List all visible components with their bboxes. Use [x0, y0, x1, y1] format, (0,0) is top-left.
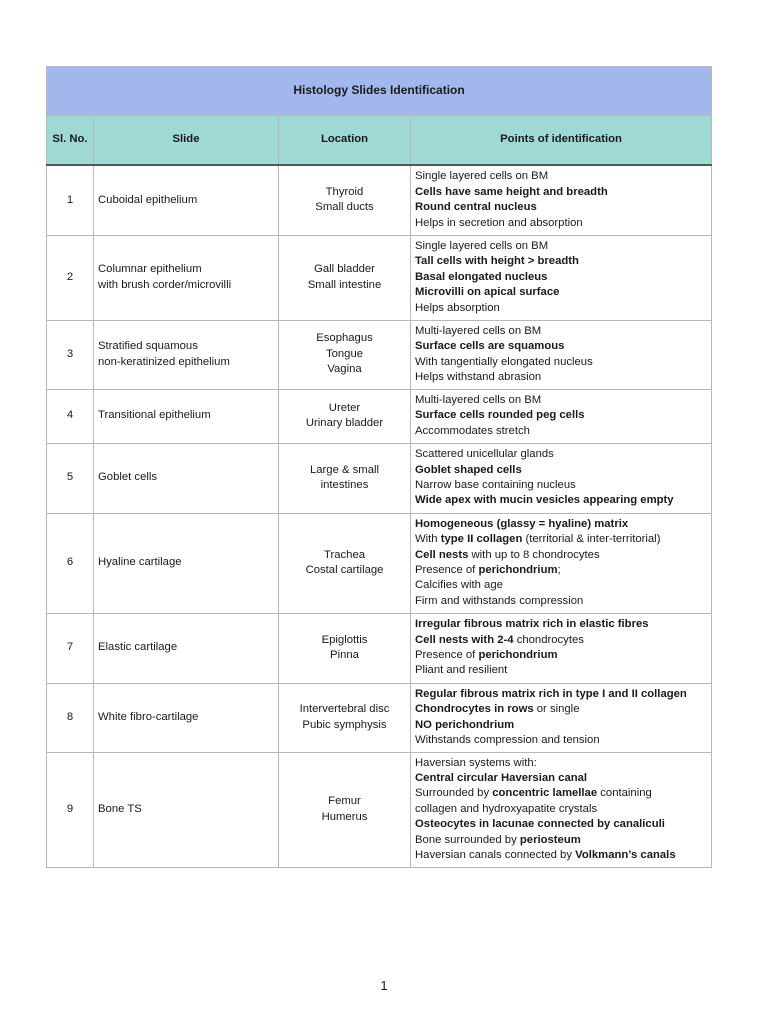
location-line: Thyroid [325, 185, 364, 198]
point-text-bold: concentric lamellae [492, 787, 598, 800]
row-number: 5 [47, 443, 94, 513]
point-line [415, 478, 707, 493]
point-line [415, 718, 707, 733]
point-text: Bone surrounded by [415, 833, 520, 846]
location-line: Large & small [309, 463, 380, 476]
point-text-bold: Cells have same height and breadth [415, 185, 608, 198]
point-text: ; [557, 564, 561, 576]
point-line [415, 408, 707, 423]
point-text-bold: Central circular Haversian canal [415, 771, 588, 784]
point-text: Multi-layered cells on BM [415, 324, 542, 337]
point-line [415, 594, 707, 609]
location-line: Gall bladder [314, 263, 375, 276]
point-text-bold: Volkmann’s canals [575, 849, 676, 862]
point-line [415, 393, 707, 408]
point-line [415, 285, 707, 300]
row-number: 3 [47, 320, 94, 389]
point-text: Presence of [415, 564, 479, 576]
header-row [47, 116, 712, 166]
identification-points [411, 513, 712, 613]
point-line [415, 702, 707, 717]
point-text-bold: Wide apex with mucin vesicles appearing empty [415, 494, 674, 507]
slide-name-line: Transitional epithelium [98, 409, 211, 422]
table-row [47, 320, 712, 389]
slide-name-line: Bone TS [98, 802, 142, 815]
slide-name-line: Columnar epithelium [98, 263, 202, 276]
point-line [415, 239, 707, 254]
point-text: Firm and withstands compression [415, 594, 584, 607]
point-line [415, 254, 707, 269]
point-text: Accommodates stretch [415, 424, 530, 437]
slide-name-line: Cuboidal epithelium [98, 193, 198, 206]
page-number: 1 [380, 978, 388, 993]
point-text: Helps absorption [415, 301, 500, 314]
point-line [415, 370, 707, 385]
table-row [47, 443, 712, 513]
location-line: Epiglottis [321, 633, 368, 646]
point-text: Single layered cells on BM [415, 239, 549, 252]
location-line: Esophagus [316, 332, 373, 345]
slide-name-line: Stratified squamous [98, 340, 198, 353]
location [279, 613, 411, 683]
point-text: Presence of [415, 649, 479, 661]
table-row [47, 513, 712, 613]
point-text-bold: perichondrium [478, 649, 558, 661]
histology-table-container [46, 66, 711, 868]
row-number: 6 [47, 513, 94, 613]
slide-name-line: Hyaline cartilage [98, 556, 182, 569]
table-body [47, 165, 712, 867]
point-line [415, 517, 707, 532]
point-text: With [415, 533, 441, 546]
point-text-bold: Osteocytes in lacunae connected by canaliculi [415, 818, 665, 831]
point-text: With tangentially elongated nucleus [415, 355, 593, 368]
table-row [47, 752, 712, 867]
location-line: Tongue [325, 347, 364, 360]
point-line [415, 786, 707, 801]
slide-name [94, 613, 279, 683]
location [279, 683, 411, 752]
point-text: Single layered cells on BM [415, 170, 549, 183]
identification-points [411, 613, 712, 683]
location-line: intestines [320, 479, 369, 491]
point-line [415, 532, 707, 547]
point-text-bold: Cell nests with 2-4 [415, 633, 514, 646]
slide-name [94, 320, 279, 389]
point-line [415, 169, 707, 184]
location-line: Ureter [328, 401, 361, 414]
row-number: 9 [47, 752, 94, 867]
point-text-bold: Tall cells with height > breadth [415, 255, 579, 268]
slide-name-line: with brush corder/microvilli [98, 278, 232, 291]
slide-name [94, 389, 279, 443]
location-line: Costal cartilage [305, 564, 384, 576]
slide-name-line: Goblet cells [98, 471, 158, 484]
point-text: Scattered unicellular glands [415, 448, 554, 461]
col-header-location: Location [279, 116, 411, 166]
point-text-bold: periosteum [519, 833, 581, 846]
location [279, 443, 411, 513]
row-number: 4 [47, 389, 94, 443]
point-text-bold: Regular fibrous matrix rich in type I and II collagen [415, 687, 687, 700]
point-line [415, 270, 707, 285]
point-text: Surrounded by [415, 787, 493, 800]
point-text: collagen and hydroxyapatite crystals [415, 802, 598, 815]
point-text-bold: Cell nests [415, 548, 469, 561]
identification-points [411, 443, 712, 513]
slide-name-line: White fibro-cartilage [98, 710, 199, 723]
col-header-sl-no: Sl. No. [47, 116, 94, 166]
point-line [415, 833, 707, 848]
identification-points [411, 320, 712, 389]
point-line [415, 771, 707, 786]
identification-points [411, 235, 712, 320]
point-text: (territorial & inter-territorial) [522, 533, 661, 546]
point-text-bold: type II collagen [440, 533, 523, 546]
point-text-bold: Homogeneous (glassy = hyaline) matrix [415, 517, 629, 530]
slide-name [94, 683, 279, 752]
point-text: Calcifies with age [415, 579, 503, 592]
location-line: Vagina [327, 363, 362, 376]
point-text-bold: Round central nucleus [415, 201, 537, 214]
point-line [415, 633, 707, 648]
point-line [415, 216, 707, 231]
table-row [47, 683, 712, 752]
histology-table [46, 66, 712, 868]
location [279, 320, 411, 389]
point-text: chondrocytes [513, 633, 584, 646]
location [279, 513, 411, 613]
point-line [415, 548, 707, 563]
point-text: Pliant and resilient [415, 664, 508, 677]
slide-name-line: Elastic cartilage [98, 641, 178, 654]
point-line [415, 493, 707, 508]
table-title: Histology Slides Identification [47, 67, 712, 116]
point-line [415, 355, 707, 370]
location-line: Femur [328, 795, 361, 808]
point-line [415, 733, 707, 748]
point-line [415, 324, 707, 339]
point-line [415, 447, 707, 462]
row-number: 8 [47, 683, 94, 752]
point-line [415, 463, 707, 478]
point-text-bold: NO perichondrium [415, 718, 515, 731]
point-line [415, 802, 707, 817]
slide-name [94, 752, 279, 867]
point-text-bold: Surface cells rounded peg cells [415, 409, 585, 422]
slide-name [94, 513, 279, 613]
table-row [47, 235, 712, 320]
location [279, 165, 411, 235]
location-line: Pinna [330, 649, 359, 661]
point-line [415, 339, 707, 354]
point-line [415, 687, 707, 702]
point-line [415, 848, 707, 863]
location [279, 752, 411, 867]
table-row [47, 389, 712, 443]
location-line: Intervertebral disc [299, 703, 390, 716]
point-text-bold: Irregular fibrous matrix rich in elastic fibres [415, 618, 649, 631]
table-row [47, 613, 712, 683]
point-text: Haversian systems with: [415, 756, 537, 769]
point-line [415, 200, 707, 215]
point-text: Helps withstand abrasion [415, 370, 542, 383]
location [279, 235, 411, 320]
point-text: Multi-layered cells on BM [415, 393, 542, 406]
point-line [415, 301, 707, 316]
point-text: with up to 8 chondrocytes [468, 548, 600, 561]
point-text-bold: Goblet shaped cells [415, 463, 522, 476]
slide-name [94, 165, 279, 235]
point-text: containing [597, 787, 652, 800]
slide-name [94, 235, 279, 320]
point-line [415, 617, 707, 632]
point-line [415, 663, 707, 678]
identification-points [411, 165, 712, 235]
point-text: Haversian canals connected by [415, 849, 576, 862]
point-text: or single [533, 703, 580, 716]
point-text-bold: Chondrocytes in rows [415, 703, 534, 716]
location-line: Trachea [323, 548, 366, 561]
identification-points [411, 683, 712, 752]
point-text-bold: Basal elongated nucleus [415, 270, 548, 283]
point-line [415, 424, 707, 439]
location-line: Humerus [321, 810, 368, 823]
point-text: Narrow base containing nucleus [415, 479, 576, 491]
col-header-points: Points of identification [411, 116, 712, 166]
location [279, 389, 411, 443]
point-text-bold: Microvilli on apical surface [415, 286, 560, 299]
point-line [415, 817, 707, 832]
point-line [415, 756, 707, 771]
location-line: Pubic symphysis [302, 718, 387, 731]
location-line: Urinary bladder [305, 417, 384, 429]
slide-name [94, 443, 279, 513]
row-number: 2 [47, 235, 94, 320]
point-text-bold: perichondrium [478, 564, 558, 576]
location-line: Small intestine [307, 278, 382, 291]
identification-points [411, 752, 712, 867]
table-row [47, 165, 712, 235]
slide-name-line: non-keratinized epithelium [98, 355, 230, 368]
point-text: Helps in secretion and absorption [415, 216, 583, 229]
location-line: Small ducts [315, 201, 374, 214]
identification-points [411, 389, 712, 443]
point-line [415, 563, 707, 578]
row-number: 1 [47, 165, 94, 235]
row-number: 7 [47, 613, 94, 683]
point-text: Withstands compression and tension [415, 733, 600, 746]
col-header-slide: Slide [94, 116, 279, 166]
point-line [415, 578, 707, 593]
point-line [415, 648, 707, 663]
point-line [415, 185, 707, 200]
point-text-bold: Surface cells are squamous [415, 340, 565, 353]
